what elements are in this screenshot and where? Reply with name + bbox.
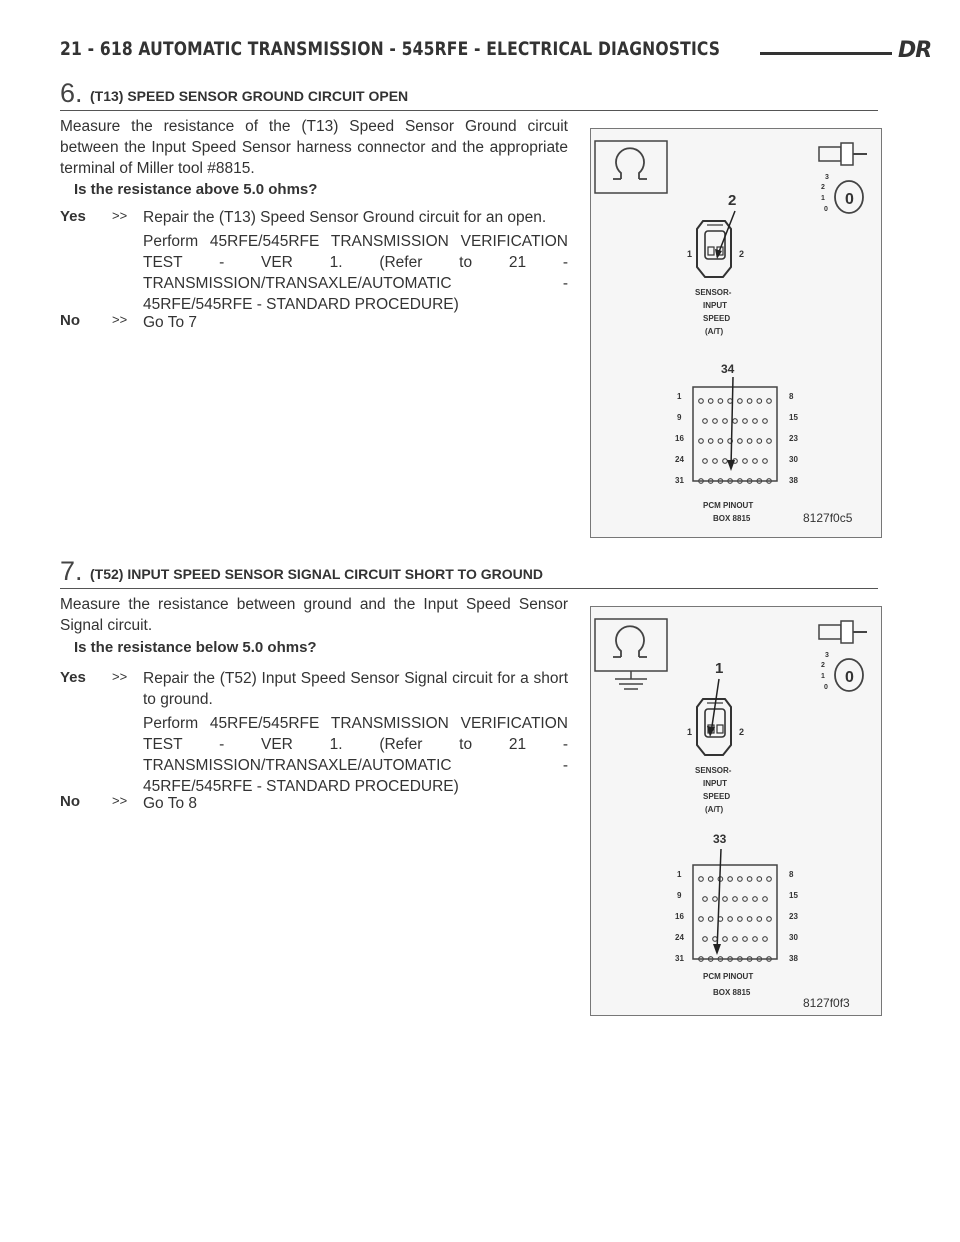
- pin-dot: [708, 399, 713, 404]
- pin-dot: [747, 917, 752, 922]
- row-right-label: 30: [789, 455, 798, 464]
- pin-dot: [743, 419, 748, 424]
- header-rule: [760, 52, 892, 55]
- pcm-pin-label: 33: [713, 832, 727, 846]
- connector-pin-2: 2: [739, 249, 745, 259]
- diagram-figure-2: [590, 606, 882, 1016]
- diagram-svg: [591, 607, 881, 1015]
- pin-dot: [718, 439, 723, 444]
- row-left-label: 31: [675, 476, 684, 485]
- pin-dot: [738, 877, 743, 882]
- pin-dot: [747, 439, 752, 444]
- section-heading: [60, 558, 878, 589]
- pcm-pin-label: 34: [721, 362, 735, 376]
- pin-dot: [713, 459, 718, 464]
- sensor-name-line: SPEED: [703, 314, 731, 323]
- figure-code: 8127f0f3: [803, 996, 850, 1010]
- yes-arrow: >>: [112, 669, 128, 684]
- dial-mark: 1: [821, 673, 825, 680]
- pin-dot: [738, 399, 743, 404]
- yes-text: Repair the (T52) Input Speed Sensor Signal circuit for a short to ground.: [143, 670, 568, 708]
- row-right-label: 30: [789, 933, 798, 942]
- pin-dot: [767, 877, 772, 882]
- probe-line: [717, 211, 735, 257]
- pin-dot: [713, 937, 718, 942]
- section-title: (T52) INPUT SPEED SENSOR SIGNAL CIRCUIT SHORT TO GROUND: [90, 566, 543, 582]
- row-left-label: 1: [677, 392, 682, 401]
- pin-dot: [713, 897, 718, 902]
- dial-mark: 2: [821, 184, 825, 191]
- pin-dot: [757, 439, 762, 444]
- pin-dot: [728, 917, 733, 922]
- pin-dot: [713, 419, 718, 424]
- box-name-line: BOX 8815: [713, 988, 751, 997]
- diagram-svg: [591, 129, 881, 537]
- sensor-name-line: SENSOR-: [695, 766, 732, 775]
- pin-dot: [747, 399, 752, 404]
- row-right-label: 8: [789, 870, 794, 879]
- pin-dot: [733, 419, 738, 424]
- pin-dot: [743, 937, 748, 942]
- dial-mark: 2: [821, 662, 825, 669]
- section-heading: [60, 80, 878, 111]
- figure-code: 8127f0c5: [803, 511, 853, 525]
- pin-dot: [738, 439, 743, 444]
- probe-arrowhead: [713, 944, 721, 955]
- pin-dot: [708, 877, 713, 882]
- connector-pin-1: 1: [687, 249, 693, 259]
- sensor-pin-label: 1: [715, 660, 724, 677]
- pin-dot: [703, 897, 708, 902]
- pin-dot: [699, 877, 704, 882]
- box-name-line: BOX 8815: [713, 514, 751, 523]
- dial-value: 0: [845, 669, 854, 686]
- pin-dot: [763, 419, 768, 424]
- row-right-label: 23: [789, 912, 798, 921]
- ground-icon: [615, 671, 647, 689]
- row-right-label: 8: [789, 392, 794, 401]
- pin-dot: [699, 399, 704, 404]
- row-right-label: 38: [789, 954, 798, 963]
- yes-label: Yes: [60, 208, 86, 225]
- yes-text: Repair the (T13) Speed Sensor Ground circuit for an open.: [143, 209, 547, 226]
- section-number: 7.: [60, 556, 83, 586]
- sensor-connector: [697, 221, 731, 277]
- pin-dot: [757, 399, 762, 404]
- probe-arrowhead: [727, 460, 735, 471]
- pin-dot: [708, 917, 713, 922]
- pin-dot: [723, 937, 728, 942]
- sensor-pin-label: 2: [728, 192, 737, 209]
- dial-value: 0: [845, 191, 854, 208]
- sensor-name-line: INPUT: [703, 301, 727, 310]
- row-right-label: 38: [789, 476, 798, 485]
- pin-dot: [733, 897, 738, 902]
- pin-dot: [718, 399, 723, 404]
- diagram-figure-1: [590, 128, 882, 538]
- ignition-key-icon: [819, 621, 867, 691]
- pcm-pin-grid: [699, 877, 772, 962]
- page-header-title: 21 - 618 AUTOMATIC TRANSMISSION - 545RFE - ELECTRICAL DIAGNOSTICS: [60, 38, 721, 60]
- row-right-label: 15: [789, 413, 798, 422]
- pin-dot: [767, 399, 772, 404]
- pin-dot: [767, 917, 772, 922]
- pin-dot: [723, 459, 728, 464]
- pin-dot: [723, 419, 728, 424]
- pin-dot: [747, 877, 752, 882]
- dial-mark: 3: [825, 652, 829, 659]
- section-body: Measure the resistance between ground and the Input Speed Sensor Signal circuit.: [60, 596, 568, 634]
- row-left-label: 9: [677, 891, 682, 900]
- page-header: [60, 38, 932, 78]
- question: Is the resistance above 5.0 ohms?: [74, 181, 318, 198]
- section-body: Measure the resistance of the (T13) Speed Sensor Ground circuit between the Input Speed Sensor harness connector and the appropriate terminal of Miller tool #8815.: [60, 118, 568, 177]
- pin-dot: [743, 459, 748, 464]
- probe-line: [731, 377, 733, 467]
- box-name-line: PCM PINOUT: [703, 972, 754, 981]
- ignition-key-icon: [819, 143, 867, 213]
- pin-dot: [763, 937, 768, 942]
- row-left-label: 24: [675, 933, 684, 942]
- pin-dot: [733, 937, 738, 942]
- sensor-name-line: (A/T): [705, 805, 724, 814]
- pin-dot: [753, 937, 758, 942]
- pin-dot: [767, 439, 772, 444]
- pin-dot: [763, 897, 768, 902]
- no-label: No: [60, 312, 80, 329]
- row-left-label: 9: [677, 413, 682, 422]
- no-text: Go To 7: [143, 314, 198, 331]
- pin-dot: [753, 419, 758, 424]
- pin-dot: [699, 917, 704, 922]
- row-left-label: 16: [675, 434, 684, 443]
- ohmmeter-icon: [595, 619, 667, 671]
- dial-mark: 0: [824, 206, 828, 213]
- row-right-label: 15: [789, 891, 798, 900]
- yes-arrow: >>: [112, 208, 128, 223]
- row-left-label: 16: [675, 912, 684, 921]
- sensor-name-line: (A/T): [705, 327, 724, 336]
- row-left-label: 1: [677, 870, 682, 879]
- section-title: (T13) SPEED SENSOR GROUND CIRCUIT OPEN: [90, 88, 409, 104]
- probe-arrowhead: [715, 249, 722, 259]
- no-label: No: [60, 793, 80, 810]
- no-arrow: >>: [112, 312, 128, 327]
- pin-dot: [728, 877, 733, 882]
- pin-dot: [703, 937, 708, 942]
- pin-dot: [708, 439, 713, 444]
- pin-dot: [723, 897, 728, 902]
- ohmmeter-icon: [595, 141, 667, 193]
- row-right-label: 23: [789, 434, 798, 443]
- pin-dot: [699, 439, 704, 444]
- dial-mark: 3: [825, 174, 829, 181]
- pin-dot: [757, 877, 762, 882]
- no-arrow: >>: [112, 793, 128, 808]
- connector-pin-1: 1: [687, 727, 693, 737]
- dial-mark: 0: [824, 684, 828, 691]
- pin-dot: [753, 459, 758, 464]
- box-name-line: PCM PINOUT: [703, 501, 754, 510]
- row-left-label: 24: [675, 455, 684, 464]
- pin-dot: [703, 459, 708, 464]
- pin-dot: [743, 897, 748, 902]
- no-text: Go To 8: [143, 795, 198, 812]
- yes-label: Yes: [60, 669, 86, 686]
- sensor-name-line: SENSOR-: [695, 288, 732, 297]
- pcm-pinout-box: [693, 387, 777, 481]
- sensor-name-line: INPUT: [703, 779, 727, 788]
- section-number: 6.: [60, 78, 83, 108]
- row-left-label: 31: [675, 954, 684, 963]
- connector-pin-2: 2: [739, 727, 745, 737]
- yes-text-procedure: Perform 45RFE/545RFE TRANSMISSION VERIFICATION TEST - VER 1. (Refer to 21 - TRANSMISSION/TRANSAXLE/AUTOMATIC - 45RFE/545RFE - STANDARD PROCEDURE): [143, 233, 568, 313]
- pin-dot: [763, 459, 768, 464]
- yes-text-procedure: Perform 45RFE/545RFE TRANSMISSION VERIFICATION TEST - VER 1. (Refer to 21 - TRANSMISSION/TRANSAXLE/AUTOMATIC - 45RFE/545RFE - STANDARD PROCEDURE): [143, 715, 568, 795]
- pcm-pinout-box: [693, 865, 777, 959]
- pcm-pin-grid: [699, 399, 772, 484]
- sensor-name-line: SPEED: [703, 792, 731, 801]
- pin-dot: [738, 917, 743, 922]
- question: Is the resistance below 5.0 ohms?: [74, 639, 317, 656]
- header-brand: DR: [898, 38, 932, 63]
- dial-mark: 1: [821, 195, 825, 202]
- pin-dot: [757, 917, 762, 922]
- pin-dot: [703, 419, 708, 424]
- pin-dot: [753, 897, 758, 902]
